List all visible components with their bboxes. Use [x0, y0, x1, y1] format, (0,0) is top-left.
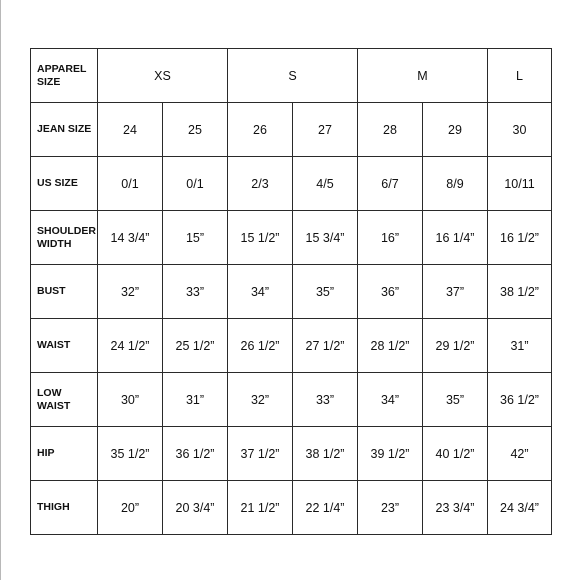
row-label: SHOULDER WIDTH — [31, 211, 98, 265]
page-edge-divider — [0, 0, 1, 580]
table-row — [31, 103, 552, 157]
table-cell: 38 1/2” — [488, 265, 552, 319]
header-label: APPAREL SIZE — [31, 49, 98, 103]
table-cell: 39 1/2” — [358, 427, 423, 481]
table-cell: 23” — [358, 481, 423, 535]
table-cell: 27 1/2” — [293, 319, 358, 373]
table-cell: 0/1 — [98, 157, 163, 211]
table-row — [31, 211, 552, 265]
table-row — [31, 481, 552, 535]
row-label: JEAN SIZE — [31, 103, 98, 157]
table-cell: 24 1/2” — [98, 319, 163, 373]
table-cell: 31” — [488, 319, 552, 373]
table-cell: 28 1/2” — [358, 319, 423, 373]
table-cell: 27 — [293, 103, 358, 157]
table-cell: 35 1/2” — [98, 427, 163, 481]
table-cell: 29 — [423, 103, 488, 157]
table-cell: 35” — [423, 373, 488, 427]
table-cell: 38 1/2” — [293, 427, 358, 481]
table-cell: 42” — [488, 427, 552, 481]
table-cell: 15 3/4” — [293, 211, 358, 265]
table-cell: 15 1/2” — [228, 211, 293, 265]
table-cell: 36 1/2” — [488, 373, 552, 427]
row-label: THIGH — [31, 481, 98, 535]
table-cell: 26 — [228, 103, 293, 157]
table-cell: 15” — [163, 211, 228, 265]
size-chart-table — [30, 48, 552, 535]
table-cell: 16 1/4” — [423, 211, 488, 265]
row-label: HIP — [31, 427, 98, 481]
table-row — [31, 319, 552, 373]
table-cell: 23 3/4” — [423, 481, 488, 535]
table-cell: 24 — [98, 103, 163, 157]
row-label: BUST — [31, 265, 98, 319]
table-cell: 16 1/2” — [488, 211, 552, 265]
table-cell: 6/7 — [358, 157, 423, 211]
size-group-s: S — [228, 49, 358, 103]
table-row — [31, 427, 552, 481]
table-cell: 8/9 — [423, 157, 488, 211]
table-cell: 26 1/2” — [228, 319, 293, 373]
table-cell: 2/3 — [228, 157, 293, 211]
table-cell: 21 1/2” — [228, 481, 293, 535]
table-cell: 35” — [293, 265, 358, 319]
table-cell: 0/1 — [163, 157, 228, 211]
table-cell: 20” — [98, 481, 163, 535]
size-group-xs: XS — [98, 49, 228, 103]
table-cell: 36” — [358, 265, 423, 319]
table-row — [31, 157, 552, 211]
table-cell: 14 3/4” — [98, 211, 163, 265]
table-row — [31, 265, 552, 319]
row-label: LOW WAIST — [31, 373, 98, 427]
table-cell: 25 — [163, 103, 228, 157]
table-cell: 30 — [488, 103, 552, 157]
size-group-l: L — [488, 49, 552, 103]
table-cell: 28 — [358, 103, 423, 157]
table-cell: 22 1/4” — [293, 481, 358, 535]
size-group-m: M — [358, 49, 488, 103]
table-cell: 16” — [358, 211, 423, 265]
table-cell: 25 1/2” — [163, 319, 228, 373]
table-cell: 40 1/2” — [423, 427, 488, 481]
row-label: WAIST — [31, 319, 98, 373]
table-cell: 34” — [358, 373, 423, 427]
table-cell: 31” — [163, 373, 228, 427]
table-cell: 32” — [98, 265, 163, 319]
table-cell: 37 1/2” — [228, 427, 293, 481]
table-cell: 29 1/2” — [423, 319, 488, 373]
table-cell: 30” — [98, 373, 163, 427]
table-cell: 20 3/4” — [163, 481, 228, 535]
table-row — [31, 373, 552, 427]
table-cell: 36 1/2” — [163, 427, 228, 481]
table-cell: 24 3/4” — [488, 481, 552, 535]
table-cell: 33” — [163, 265, 228, 319]
table-cell: 10/11 — [488, 157, 552, 211]
table-cell: 32” — [228, 373, 293, 427]
table-cell: 37” — [423, 265, 488, 319]
table-cell: 34” — [228, 265, 293, 319]
header-row — [31, 49, 552, 103]
row-label: US SIZE — [31, 157, 98, 211]
table-cell: 4/5 — [293, 157, 358, 211]
table-cell: 33” — [293, 373, 358, 427]
size-chart-body — [31, 49, 552, 535]
